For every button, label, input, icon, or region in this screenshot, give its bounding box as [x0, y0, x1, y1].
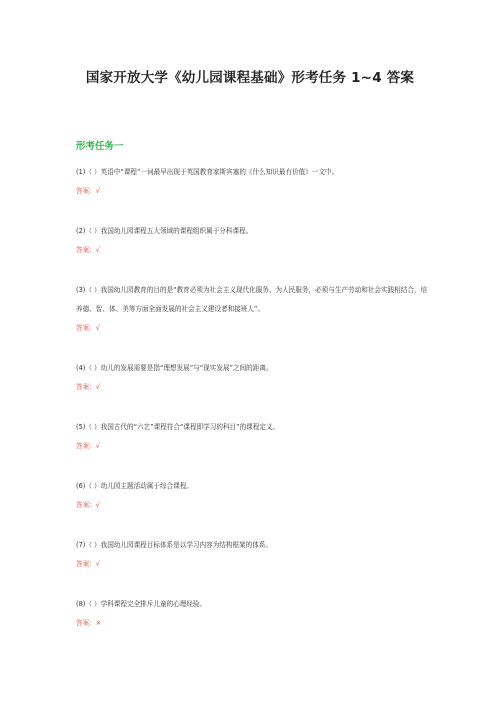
answer-text: 答案：√: [76, 246, 100, 254]
answer-text: 答案：√: [76, 324, 100, 332]
question-text: (1)（ ）英语中“课程”一词最早出现于英国教育家斯宾塞的《什么知识最有价值》一文中。: [76, 168, 339, 176]
question-item: [76, 595, 431, 630]
answer-text: 答案：√: [76, 187, 100, 195]
question-text: (4)（ ）幼儿的发展需要是指“理想发展”与“现实发展”之间的距离。: [76, 364, 273, 372]
question-text: (8)（ ）学科课程完全排斥儿童的心理经验。: [76, 600, 207, 608]
question-item: [76, 359, 431, 394]
answer-text: 答案：√: [76, 442, 100, 450]
answer-text: 答案：√: [76, 560, 100, 568]
question-list: [76, 163, 431, 630]
answer-text: 答案：×: [76, 619, 102, 627]
question-item: [76, 477, 431, 512]
answer-text: 答案：√: [76, 383, 100, 391]
document-title: 国家开放大学《幼儿园课程基础》形考任务 1~4 答案: [85, 70, 415, 86]
question-text: (7)（ ）我国幼儿园课程目标体系是以学习内容为结构框架的体系。: [76, 541, 273, 549]
question-item: [76, 163, 431, 198]
question-text: (3)（ ）我国幼儿园教育的目的是“教育必须为社会主义现代化服务、为人民服务，必须与生产劳动和社会实践相结合，培养德、智、体、美等方面全面发展的社会主义建设者和接班人”。: [76, 286, 428, 313]
question-text: (6)（ ）幼儿园主题活动属于综合课程。: [76, 482, 193, 490]
question-text: (2)（ ）我国幼儿园课程五大领域的课程组织属于分科课程。: [76, 227, 253, 235]
section-heading: 形考任务一: [76, 141, 124, 152]
question-text: (5)（ ）我国古代的“六艺”课程符合“课程即学习的科目”的课程定义。: [76, 423, 280, 431]
question-item: [76, 281, 431, 335]
question-item: [76, 418, 431, 453]
question-item: [76, 536, 431, 571]
question-item: [76, 222, 431, 257]
answer-text: 答案：√: [76, 501, 100, 509]
